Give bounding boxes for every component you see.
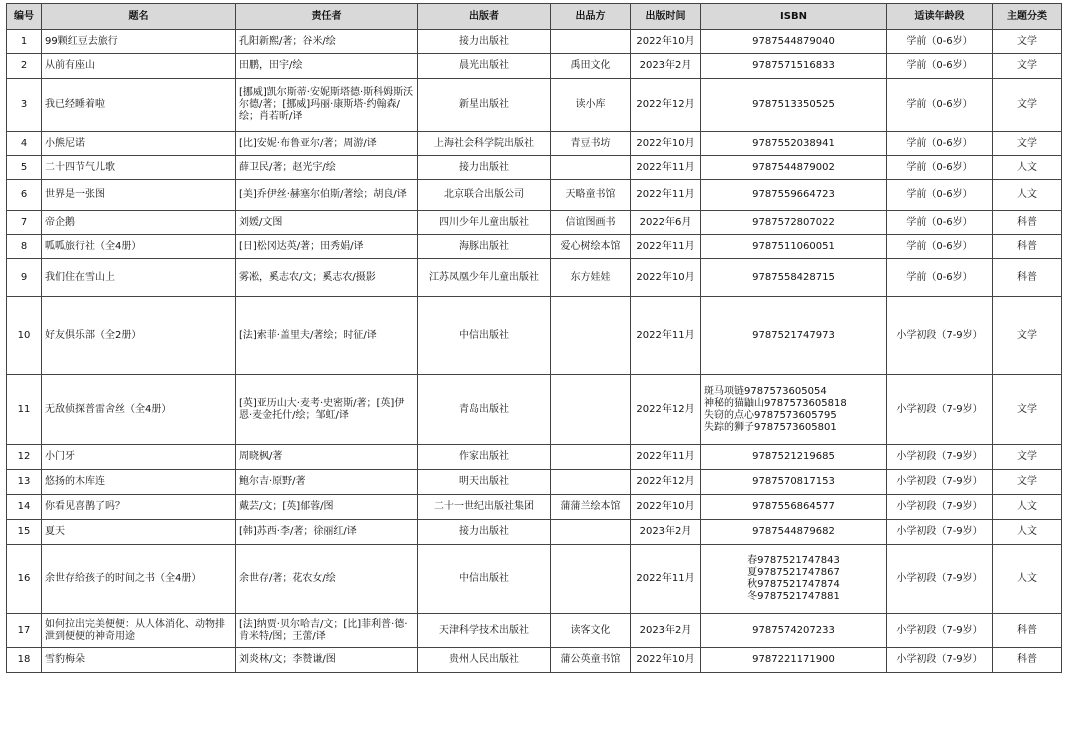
producer-cell: 读客文化	[551, 614, 631, 648]
producer-cell	[551, 297, 631, 375]
producer-cell: 天略童书馆	[551, 180, 631, 211]
isbn-value: 9787570817153	[752, 476, 835, 487]
date-cell: 2022年11月	[631, 445, 701, 470]
producer-cell: 青豆书坊	[551, 132, 631, 156]
isbn-cell	[701, 375, 887, 445]
isbn-cell	[701, 30, 887, 54]
publisher-cell: 作家出版社	[418, 445, 551, 470]
title-cell: 雪豹梅朵	[42, 648, 236, 673]
age-cell: 小学初段（7-9岁）	[887, 297, 993, 375]
date-cell: 2023年2月	[631, 520, 701, 545]
date-cell: 2022年11月	[631, 180, 701, 211]
producer-cell: 蒲蒲兰绘本馆	[551, 495, 631, 520]
publisher-cell: 青岛出版社	[418, 375, 551, 445]
author-cell: 薛卫民/著；赵光宇/绘	[236, 156, 418, 180]
header-row	[7, 4, 1062, 30]
title-cell: 小熊尼诺	[42, 132, 236, 156]
table-row	[7, 211, 1062, 235]
producer-cell	[551, 520, 631, 545]
topic-cell: 科普	[993, 211, 1062, 235]
isbn-value: 9787558428715	[752, 271, 835, 283]
producer-cell	[551, 545, 631, 614]
age-cell: 小学初段（7-9岁）	[887, 520, 993, 545]
title-cell: 我们住在雪山上	[42, 259, 236, 297]
isbn-cell	[701, 79, 887, 132]
author-cell: 鲍尔吉·原野/著	[236, 470, 418, 495]
header-cell: 出版者	[418, 4, 551, 30]
date-cell: 2022年10月	[631, 30, 701, 54]
isbn-cell	[701, 54, 887, 79]
producer-cell	[551, 30, 631, 54]
number-cell: 11	[7, 375, 42, 445]
topic-cell: 人文	[993, 520, 1062, 545]
topic-cell: 人文	[993, 180, 1062, 211]
author-cell: 孔阳新熙/著；谷米/绘	[236, 30, 418, 54]
table-row	[7, 30, 1062, 54]
isbn-cell	[701, 648, 887, 673]
isbn-value: 失窃的点心9787573605795	[704, 409, 837, 421]
isbn-value: 9787572807022	[752, 216, 835, 228]
age-cell: 学前（0-6岁）	[887, 156, 993, 180]
date-cell: 2022年11月	[631, 297, 701, 375]
topic-cell: 文学	[993, 297, 1062, 375]
isbn-value: 9787221171900	[752, 654, 835, 665]
author-cell: [挪威]凯尔斯蒂·安妮斯塔德·斯科姆斯沃尔德/著；[挪威]玛丽·康斯塔·约翰森/绘；肖若昕/译	[236, 79, 418, 132]
isbn-value: 秋9787521747874	[747, 579, 840, 590]
date-cell: 2023年2月	[631, 54, 701, 79]
isbn-value: 9787521219685	[752, 451, 835, 462]
table-body	[7, 30, 1062, 673]
publisher-cell: 接力出版社	[418, 156, 551, 180]
isbn-value: 神秘的猫鼬山9787573605818	[704, 397, 847, 409]
title-cell: 二十四节气儿歌	[42, 156, 236, 180]
producer-cell: 读小库	[551, 79, 631, 132]
number-cell: 3	[7, 79, 42, 132]
table-row	[7, 545, 1062, 614]
age-cell: 小学初段（7-9岁）	[887, 545, 993, 614]
header-cell: 主题分类	[993, 4, 1062, 30]
title-cell: 我已经睡着啦	[42, 79, 236, 132]
publisher-cell: 接力出版社	[418, 520, 551, 545]
table-row	[7, 180, 1062, 211]
isbn-value: 9787556864577	[752, 501, 835, 512]
table-row	[7, 297, 1062, 375]
title-cell: 好友俱乐部（全2册）	[42, 297, 236, 375]
number-cell: 15	[7, 520, 42, 545]
date-cell: 2022年10月	[631, 495, 701, 520]
publisher-cell: 明天出版社	[418, 470, 551, 495]
table-row	[7, 375, 1062, 445]
title-cell: 如何拉出完美便便：从人体消化、动物排泄到便便的神奇用途	[42, 614, 236, 648]
publisher-cell: 新星出版社	[418, 79, 551, 132]
header-cell: 出品方	[551, 4, 631, 30]
age-cell: 小学初段（7-9岁）	[887, 614, 993, 648]
producer-cell	[551, 445, 631, 470]
number-cell: 6	[7, 180, 42, 211]
isbn-value: 夏9787521747867	[747, 567, 840, 578]
publisher-cell: 晨光出版社	[418, 54, 551, 79]
isbn-value: 9787559664723	[752, 189, 835, 200]
date-cell: 2022年10月	[631, 132, 701, 156]
isbn-cell	[701, 470, 887, 495]
table-row	[7, 156, 1062, 180]
age-cell: 学前（0-6岁）	[887, 235, 993, 259]
title-cell: 帝企鹅	[42, 211, 236, 235]
number-cell: 14	[7, 495, 42, 520]
title-cell: 99颗红豆去旅行	[42, 30, 236, 54]
number-cell: 10	[7, 297, 42, 375]
isbn-value: 冬9787521747881	[747, 591, 840, 602]
isbn-value: 9787571516833	[752, 60, 835, 71]
age-cell: 学前（0-6岁）	[887, 211, 993, 235]
table-row	[7, 495, 1062, 520]
table-row	[7, 648, 1062, 673]
publisher-cell: 江苏凤凰少年儿童出版社	[418, 259, 551, 297]
title-cell: 你看见喜鹊了吗？	[42, 495, 236, 520]
title-cell: 小门牙	[42, 445, 236, 470]
table-row	[7, 79, 1062, 132]
publisher-cell: 二十一世纪出版社集团	[418, 495, 551, 520]
isbn-value: 9787544879040	[752, 35, 835, 47]
isbn-value: 9787544879002	[752, 161, 835, 173]
publisher-cell: 中信出版社	[418, 545, 551, 614]
isbn-value: 9787544879682	[752, 526, 835, 537]
number-cell: 17	[7, 614, 42, 648]
producer-cell	[551, 375, 631, 445]
isbn-cell	[701, 180, 887, 211]
date-cell: 2022年10月	[631, 648, 701, 673]
title-cell: 无敌侦探普雷舍丝（全4册）	[42, 375, 236, 445]
date-cell: 2022年11月	[631, 545, 701, 614]
producer-cell: 东方娃娃	[551, 259, 631, 297]
isbn-cell	[701, 211, 887, 235]
table-row	[7, 470, 1062, 495]
number-cell: 1	[7, 30, 42, 54]
isbn-value: 斑马项链9787573605054	[704, 385, 827, 397]
publisher-cell: 中信出版社	[418, 297, 551, 375]
age-cell: 学前（0-6岁）	[887, 180, 993, 211]
topic-cell: 文学	[993, 445, 1062, 470]
isbn-value: 9787574207233	[752, 624, 835, 636]
number-cell: 4	[7, 132, 42, 156]
table-row	[7, 235, 1062, 259]
producer-cell: 禹田文化	[551, 54, 631, 79]
producer-cell	[551, 470, 631, 495]
author-cell: [英]亚历山大·麦考·史密斯/著；[英]伊恩·麦金托什/绘；邹虹/译	[236, 375, 418, 445]
number-cell: 7	[7, 211, 42, 235]
author-cell: 田鹏，田宇/绘	[236, 54, 418, 79]
producer-cell: 信谊图画书	[551, 211, 631, 235]
producer-cell: 爱心树绘本馆	[551, 235, 631, 259]
isbn-cell	[701, 520, 887, 545]
author-cell: 刘媛/文图	[236, 211, 418, 235]
topic-cell: 文学	[993, 470, 1062, 495]
author-cell: [法]索菲·盖里夫/著绘；时征/译	[236, 297, 418, 375]
producer-cell: 蒲公英童书馆	[551, 648, 631, 673]
publisher-cell: 海豚出版社	[418, 235, 551, 259]
topic-cell: 人文	[993, 545, 1062, 614]
number-cell: 13	[7, 470, 42, 495]
author-cell: [美]乔伊丝·赫塞尔伯斯/著绘；胡良/译	[236, 180, 418, 211]
age-cell: 学前（0-6岁）	[887, 30, 993, 54]
isbn-value: 9787521747973	[752, 329, 835, 341]
number-cell: 16	[7, 545, 42, 614]
header-cell: 责任者	[236, 4, 418, 30]
age-cell: 小学初段（7-9岁）	[887, 375, 993, 445]
isbn-cell	[701, 156, 887, 180]
topic-cell: 科普	[993, 235, 1062, 259]
publisher-cell: 上海社会科学院出版社	[418, 132, 551, 156]
author-cell: 周晓枫/著	[236, 445, 418, 470]
header-cell: 适读年龄段	[887, 4, 993, 30]
isbn-cell	[701, 297, 887, 375]
number-cell: 8	[7, 235, 42, 259]
number-cell: 18	[7, 648, 42, 673]
isbn-value: 9787511060051	[752, 240, 835, 252]
isbn-cell	[701, 545, 887, 614]
table-row	[7, 445, 1062, 470]
author-cell: [法]纳贾·贝尔哈吉/文；[比]菲利普·德·肯米特/图；王蕾/译	[236, 614, 418, 648]
date-cell: 2022年12月	[631, 470, 701, 495]
title-cell: 世界是一张图	[42, 180, 236, 211]
author-cell: 余世存/著；花农女/绘	[236, 545, 418, 614]
isbn-cell	[701, 235, 887, 259]
topic-cell: 人文	[993, 156, 1062, 180]
topic-cell: 文学	[993, 79, 1062, 132]
topic-cell: 文学	[993, 132, 1062, 156]
table-row	[7, 54, 1062, 79]
age-cell: 学前（0-6岁）	[887, 79, 993, 132]
publisher-cell: 北京联合出版公司	[418, 180, 551, 211]
date-cell: 2022年6月	[631, 211, 701, 235]
number-cell: 2	[7, 54, 42, 79]
age-cell: 学前（0-6岁）	[887, 132, 993, 156]
age-cell: 小学初段（7-9岁）	[887, 470, 993, 495]
header-cell: 题名	[42, 4, 236, 30]
isbn-value: 失踪的狮子9787573605801	[704, 421, 837, 433]
producer-cell	[551, 156, 631, 180]
number-cell: 5	[7, 156, 42, 180]
isbn-value: 春9787521747843	[747, 555, 840, 566]
isbn-value: 9787552038941	[752, 137, 835, 149]
topic-cell: 人文	[993, 495, 1062, 520]
table-row	[7, 520, 1062, 545]
number-cell: 12	[7, 445, 42, 470]
author-cell: [比]安妮·布鲁亚尔/著；周游/译	[236, 132, 418, 156]
title-cell: 呱呱旅行社（全4册）	[42, 235, 236, 259]
title-cell: 余世存给孩子的时间之书（全4册）	[42, 545, 236, 614]
age-cell: 小学初段（7-9岁）	[887, 495, 993, 520]
date-cell: 2022年10月	[631, 259, 701, 297]
age-cell: 学前（0-6岁）	[887, 54, 993, 79]
title-cell: 从前有座山	[42, 54, 236, 79]
author-cell: [韩]苏西·李/著；徐丽红/译	[236, 520, 418, 545]
topic-cell: 文学	[993, 30, 1062, 54]
publisher-cell: 贵州人民出版社	[418, 648, 551, 673]
title-cell: 夏天	[42, 520, 236, 545]
isbn-cell	[701, 259, 887, 297]
header-cell: 出版时间	[631, 4, 701, 30]
publisher-cell: 天津科学技术出版社	[418, 614, 551, 648]
date-cell: 2022年12月	[631, 375, 701, 445]
topic-cell: 文学	[993, 375, 1062, 445]
date-cell: 2022年11月	[631, 156, 701, 180]
publisher-cell: 接力出版社	[418, 30, 551, 54]
header-cell: 编号	[7, 4, 42, 30]
table-row	[7, 259, 1062, 297]
date-cell: 2023年2月	[631, 614, 701, 648]
isbn-cell	[701, 614, 887, 648]
topic-cell: 文学	[993, 54, 1062, 79]
age-cell: 小学初段（7-9岁）	[887, 648, 993, 673]
age-cell: 小学初段（7-9岁）	[887, 445, 993, 470]
book-list-table	[6, 3, 1062, 673]
title-cell: 悠扬的木库连	[42, 470, 236, 495]
author-cell: [日]松冈达英/著；田秀娟/译	[236, 235, 418, 259]
topic-cell: 科普	[993, 614, 1062, 648]
age-cell: 学前（0-6岁）	[887, 259, 993, 297]
date-cell: 2022年12月	[631, 79, 701, 132]
table-row	[7, 132, 1062, 156]
author-cell: 雾凇，奚志农/文；奚志农/摄影	[236, 259, 418, 297]
topic-cell: 科普	[993, 648, 1062, 673]
isbn-cell	[701, 132, 887, 156]
table-row	[7, 614, 1062, 648]
isbn-cell	[701, 495, 887, 520]
header-cell: ISBN	[701, 4, 887, 30]
number-cell: 9	[7, 259, 42, 297]
topic-cell: 科普	[993, 259, 1062, 297]
isbn-cell	[701, 445, 887, 470]
publisher-cell: 四川少年儿童出版社	[418, 211, 551, 235]
author-cell: 刘炎林/文；李赞谦/图	[236, 648, 418, 673]
date-cell: 2022年11月	[631, 235, 701, 259]
author-cell: 戴芸/文；[英]郁蓉/图	[236, 495, 418, 520]
isbn-value: 9787513350525	[752, 99, 835, 110]
